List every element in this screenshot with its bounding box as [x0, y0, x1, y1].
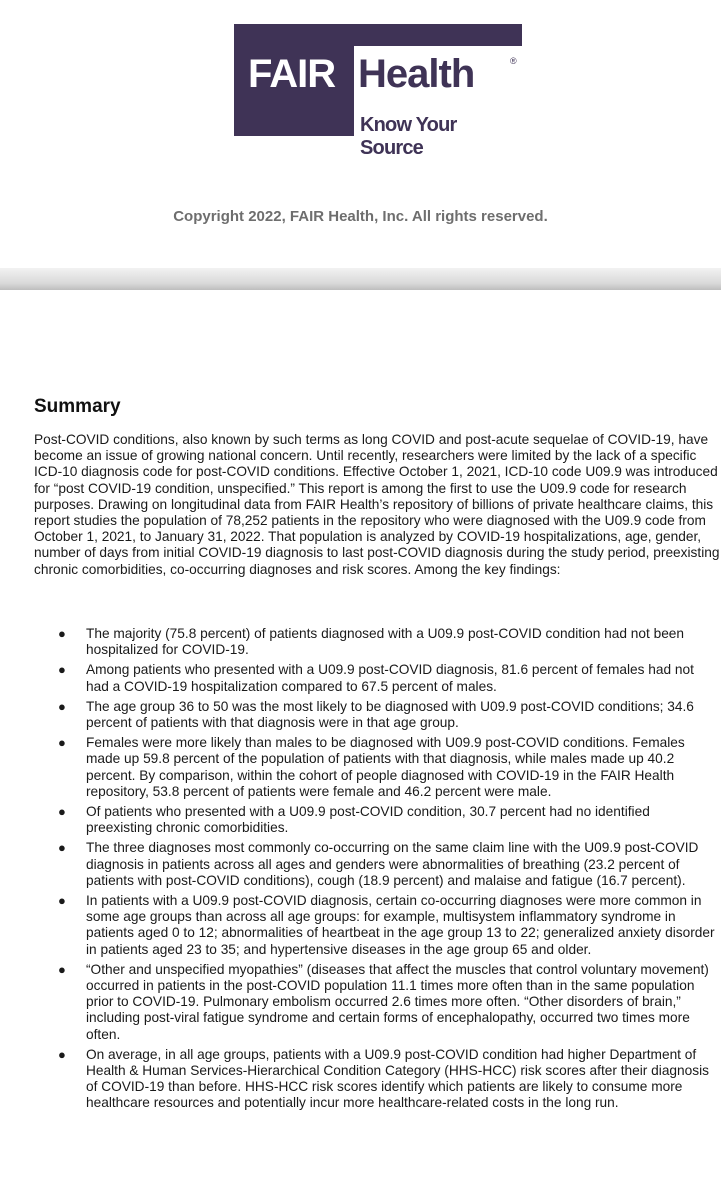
registered-mark: ® [510, 56, 517, 66]
finding-text: On average, in all age groups, patients with a U09.9 post-COVID condition had higher Department of Health & Human Services-Hierarchical Condition Category (HHS-HCC) risk scores after their diagnosis of COVID-19 than before. HHS-HCC risk scores identify which patients are likely to consume more healthcare resources and potentially incur more healthcare-related costs in the long run. [86, 1046, 709, 1111]
bullet-icon: ● [58, 961, 66, 977]
bullet-icon: ● [58, 735, 66, 751]
finding-text: Females were more likely than males to be diagnosed with U09.9 post-COVID conditions. Females made up 59.8 percent of the population of patients with that diagnosis, while males made up 40.2 percent. By comparison, within the cohort of people diagnosed with COVID-19 in the FAIR Health repository, 53.8 percent of patients were female and 46.2 percent were male. [86, 735, 685, 799]
finding-item [0, 735, 721, 800]
finding-text: Of patients who presented with a U09.9 post-COVID condition, 30.7 percent had no identified preexisting chronic comorbidities. [86, 804, 650, 836]
finding-text: The age group 36 to 50 was the most likely to be diagnosed with U09.9 post-COVID conditions; 34.6 percent of patients with that diagnosis were in that age group. [86, 698, 694, 731]
bullet-icon: ● [58, 698, 66, 714]
key-findings-list [0, 626, 721, 1116]
summary-heading: Summary [34, 396, 121, 417]
bullet-icon: ● [58, 804, 66, 820]
logo-word-fair: FAIR [248, 52, 336, 96]
bullet-icon: ● [58, 662, 66, 678]
finding-text: In patients with a U09.9 post-COVID diagnosis, certain co-occurring diagnoses were more common in some age groups than across all age groups: for example, multisystem inflammatory syndrome in patients aged 0 to 12; abnormalities of heartbeat in the age group 13 to 22; generalized anxiety disorder in patients aged 23 to 35; and hypertensive diseases in the age group 65 and older. [86, 893, 715, 957]
finding-text: Among patients who presented with a U09.9 post-COVID diagnosis, 81.6 percent of females had not had a COVID-19 hospitalization compared to 67.5 percent of males. [86, 662, 694, 694]
finding-item [0, 804, 721, 836]
bullet-icon: ● [58, 840, 66, 856]
finding-item [0, 626, 721, 658]
logo-tagline: Know Your Source [360, 114, 457, 159]
finding-item [0, 662, 721, 694]
copyright-notice: Copyright 2022, FAIR Health, Inc. All rights reserved. [173, 208, 548, 225]
bullet-icon: ● [58, 1046, 66, 1062]
summary-paragraph: Post-COVID conditions, also known by such terms as long COVID and post-acute sequelae of COVID-19, have become an issue of growing national concern. Until recently, researchers were limited by the lack of a specific ICD-10 diagnosis code for post-COVID conditions. Effective October 1, 2021, ICD-10 code U09.9 was introduced for “post COVID-19 condition, unspecified.” This report is among the first to use the U09.9 code for research purposes. Drawing on longitudinal data from FAIR Health’s repository of billions of private healthcare claims, this report studies the population of 78,252 patients in the repository who were diagnosed with the U09.9 code from October 1, 2021, to January 31, 2022. That population is analyzed by COVID-19 hospitalizations, age, gender, number of days from initial COVID-19 diagnosis to last post-COVID diagnosis during the study period, preexisting chronic comorbidities, co-occurring diagnoses and risk scores. Among the key findings: [34, 432, 720, 577]
finding-item [0, 962, 721, 1043]
finding-item [0, 893, 721, 958]
finding-text: The three diagnoses most commonly co-occurring on the same claim line with the U09.9 post-COVID diagnosis in patients across all ages and genders were abnormalities of breathing (23.2 percent of patients with post-COVID conditions), cough (18.9 percent) and malaise and fatigue (16.7 percent). [86, 840, 699, 888]
bullet-icon: ● [58, 626, 66, 641]
finding-item [0, 840, 721, 889]
finding-item [0, 1047, 721, 1112]
finding-text: “Other and unspecified myopathies” (diseases that affect the muscles that control voluntary movement) occurred in patients in the post-COVID population 11.1 times more often than in the same population prior to COVID-19. Pulmonary embolism occurred 2.6 times more often. “Other disorders of brain,” including post-viral fatigue syndrome and certain forms of encephalopathy, occurred two times more often. [86, 961, 709, 1042]
finding-text: The majority (75.8 percent) of patients diagnosed with a U09.9 post-COVID condition had not been hospitalized for COVID-19. [86, 626, 685, 658]
logo-word-health: Health [358, 52, 475, 96]
bullet-icon: ● [58, 893, 66, 909]
page-separator [0, 268, 721, 290]
fair-health-logo [234, 24, 522, 159]
finding-item [0, 699, 721, 731]
